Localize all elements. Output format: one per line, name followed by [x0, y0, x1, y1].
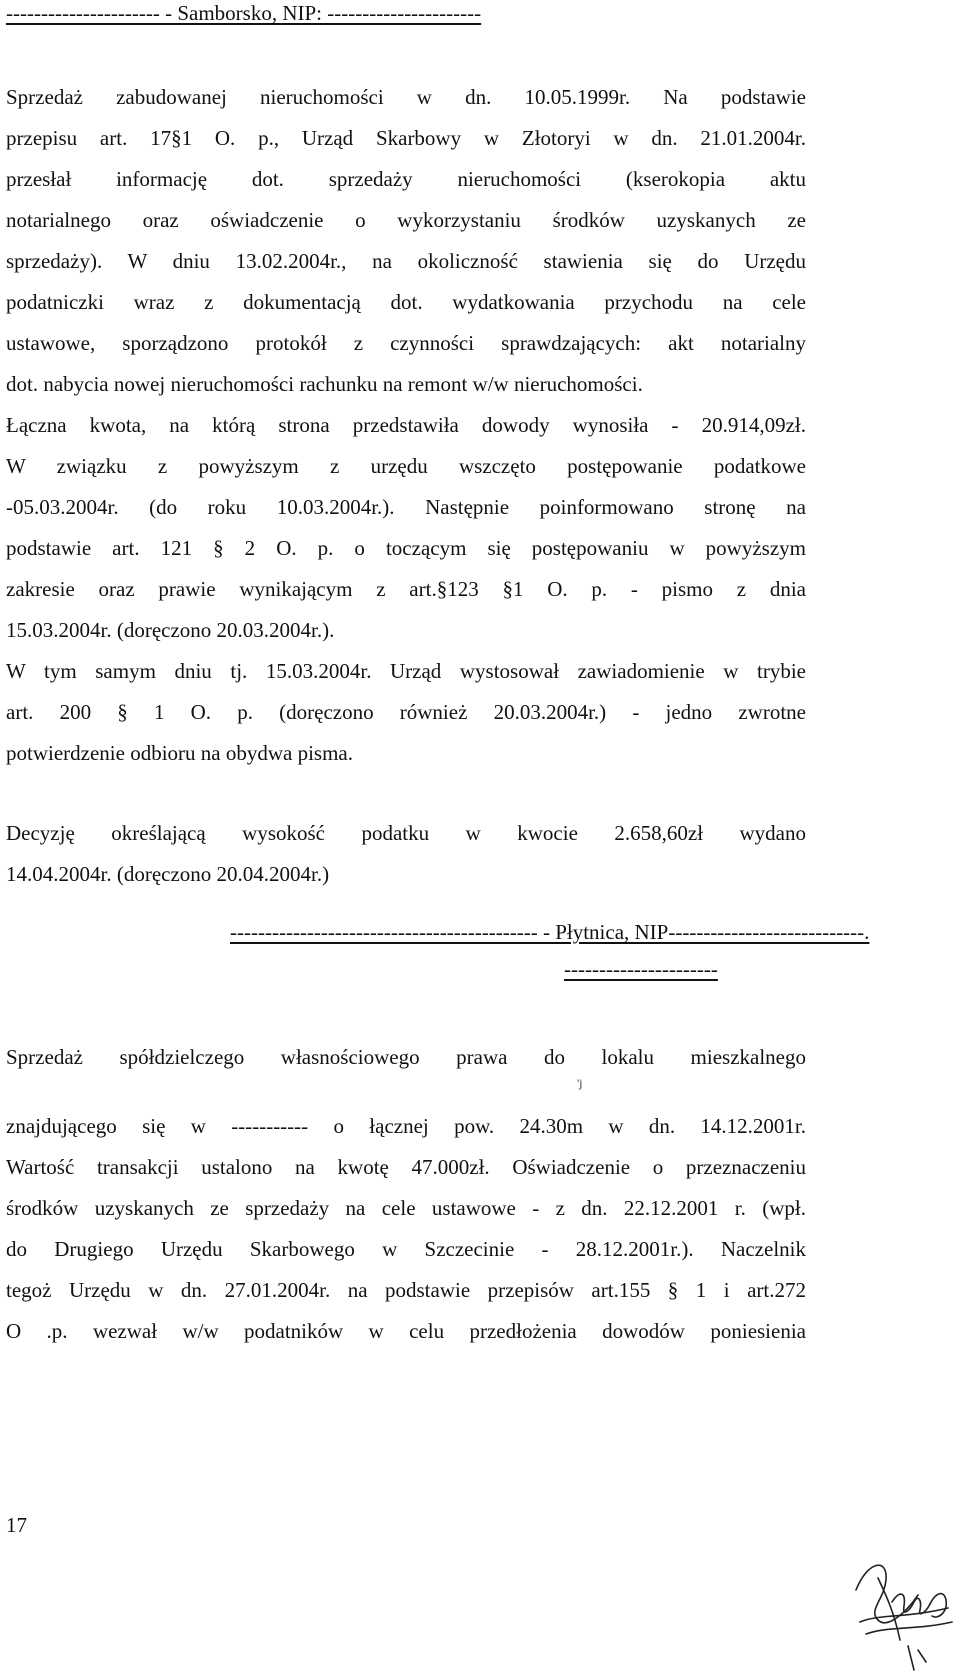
- section2-header-sub: ----------------------: [564, 957, 718, 981]
- section1-line: 15.03.2004r. (doręczono 20.03.2004r.).: [6, 618, 335, 642]
- section1-line: Łączna kwota, na którą strona przedstawiła dowody wynosiła - 20.914,09zł.: [6, 413, 806, 437]
- section1-line: zakresie oraz prawie wynikającym z art.§123 §1 O. p. - pismo z dnia: [6, 577, 806, 601]
- section2-line: O .p. wezwał w/w podatników w celu przedłożenia dowodów poniesienia: [6, 1319, 806, 1343]
- section2-header: -------------------------------------------- - Płytnica, NIP----------------------------.: [230, 920, 870, 944]
- section1-line: Sprzedaż zabudowanej nieruchomości w dn. 10.05.1999r. Na podstawie: [6, 85, 806, 109]
- section1-line: potwierdzenie odbioru na obydwa pisma.: [6, 741, 353, 765]
- section1-line: przepisu art. 17§1 O. p., Urząd Skarbowy w Złotoryi w dn. 21.01.2004r.: [6, 126, 806, 150]
- section1-line: W związku z powyższym z urzędu wszczęto postępowanie podatkowe: [6, 454, 806, 478]
- section1-line: podstawie art. 121 § 2 O. p. o toczącym się postępowaniu w powyższym: [6, 536, 806, 560]
- section1-line: art. 200 § 1 O. p. (doręczono również 20.03.2004r.) - jedno zwrotne: [6, 700, 806, 724]
- section1-line: ustawowe, sporządzono protokół z czynności sprawdzających: akt notarialny: [6, 331, 806, 355]
- section1-line: przesłał informację dot. sprzedaży nieruchomości (kserokopia aktu: [6, 167, 806, 191]
- section2-line: tegoż Urzędu w dn. 27.01.2004r. na podstawie przepisów art.155 § 1 i art.272: [6, 1278, 806, 1302]
- section2-line: do Drugiego Urzędu Skarbowego w Szczecinie - 28.12.2001r.). Naczelnik: [6, 1237, 806, 1261]
- section2-line: znajdującego się w ----------- o łącznej pow. 24.30m w dn. 14.12.2001r.: [6, 1114, 806, 1138]
- section1-header: ---------------------- - Samborsko, NIP: ----------------------: [6, 1, 482, 25]
- section2-line: Wartość transakcji ustalono na kwotę 47.000zł. Oświadczenie o przeznaczeniu: [6, 1155, 806, 1179]
- section2-line: Sprzedaż spółdzielczego własnościowego prawa do lokalu mieszkalnego: [6, 1045, 806, 1069]
- footnote-mark: 'j: [577, 1076, 583, 1090]
- section1-line: notarialnego oraz oświadczenie o wykorzystaniu środków uzyskanych ze: [6, 208, 806, 232]
- section1-line: -05.03.2004r. (do roku 10.03.2004r.). Następnie poinformowano stronę na: [6, 495, 806, 519]
- section1-line: sprzedaży). W dniu 13.02.2004r., na okoliczność stawienia się do Urzędu: [6, 249, 806, 273]
- section1-line: W tym samym dniu tj. 15.03.2004r. Urząd wystosował zawiadomienie w trybie: [6, 659, 806, 683]
- decision-line: Decyzję określającą wysokość podatku w kwocie 2.658,60zł wydano: [6, 821, 806, 845]
- section2-line: środków uzyskanych ze sprzedaży na cele ustawowe - z dn. 22.12.2001 r. (wpł.: [6, 1196, 806, 1220]
- signature-icon: [848, 1550, 960, 1676]
- page-number: 17: [6, 1513, 27, 1537]
- decision-line: 14.04.2004r. (doręczono 20.04.2004r.): [6, 862, 330, 886]
- section1-line: dot. nabycia nowej nieruchomości rachunku na remont w/w nieruchomości.: [6, 372, 643, 396]
- section1-line: podatniczki wraz z dokumentacją dot. wydatkowania przychodu na cele: [6, 290, 806, 314]
